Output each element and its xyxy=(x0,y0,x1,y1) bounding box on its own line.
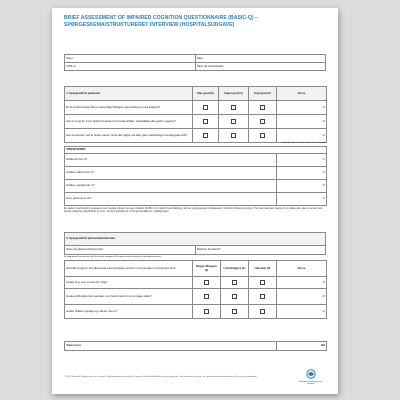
question-text: Er din hukommelse blevet væsentligt dårligere sammenlignet med tidligere? xyxy=(65,101,193,115)
question-row xyxy=(65,180,327,193)
col-header: Lidt dårligere (1) xyxy=(221,261,249,277)
answer-checkbox[interactable] xyxy=(203,119,208,124)
total-table xyxy=(64,341,327,351)
score-cell[interactable]: /2 xyxy=(277,289,327,305)
score-cell[interactable]: /2 xyxy=(277,305,327,319)
answer-checkbox[interactable] xyxy=(231,105,236,110)
score-cell[interactable]: /1 xyxy=(277,180,327,193)
question-row xyxy=(65,167,327,180)
section2-note: Et ubegrænset hvordan der skal flere andre spørgsmål til hvordan som blev opført på slutningen besvaret. xyxy=(64,256,162,258)
col-header: Ikke grad (0) xyxy=(193,87,219,101)
question-row xyxy=(65,115,327,129)
score-cell[interactable]: /1 xyxy=(277,193,327,206)
answer-checkbox[interactable] xyxy=(232,280,237,285)
col-header: Meget dårligere (2) xyxy=(193,261,221,277)
instructions-paragraph: En patient med kognitiv svækkelse kan mangle indsigt i sin egen tilstand. BASIC-Q er derfor mest pålidelig, når der også spørges til pårørende / informant blandt personer. Hvis man ikke kan spørge til en pårørende, kan en anden som kender patienten give BASIC-Q score. Findes vedhjælp af omsorgsinteraktioner i opfølgningen. xyxy=(64,207,323,214)
question-text: Hvilken ugedag har vi? xyxy=(65,180,277,193)
question-row xyxy=(65,277,327,289)
score-cell[interactable]: /1 xyxy=(277,167,327,180)
date-field[interactable]: Dato: xyxy=(195,55,326,63)
question-row xyxy=(65,129,327,143)
section2-intro: Hvordan fungerer din pårørende sammenlignet med for et par år siden med hensyn til at: xyxy=(65,261,193,277)
answer-checkbox[interactable] xyxy=(203,133,208,138)
employee-field[interactable]: Navn på medarbejder: xyxy=(195,63,326,71)
answer-checkbox[interactable] xyxy=(260,280,265,285)
question-text: Hvilket år har vi? xyxy=(65,154,277,167)
relation-field[interactable]: Relation til patient? xyxy=(195,246,326,255)
col-header: Højt grad (2) xyxy=(249,87,277,101)
answer-checkbox[interactable] xyxy=(203,105,208,110)
question-text: Huske hvilken ugedag og måned, det er? xyxy=(65,305,193,319)
total-score-cell[interactable]: /20 xyxy=(277,342,327,351)
answer-checkbox[interactable] xyxy=(260,309,265,314)
score-cell[interactable]: /2 xyxy=(277,277,327,289)
orientation-table xyxy=(64,146,327,206)
answer-checkbox[interactable] xyxy=(232,294,237,299)
question-text: Har du brug for mere hjælp fra andre til at huske aftaler, madindkøb eller andre opgaver? xyxy=(65,115,193,129)
question-text: Huske indholdet af en samtale, som fandt sted for et par dage siden? xyxy=(65,289,193,305)
answer-checkbox[interactable] xyxy=(260,294,265,299)
col-header: Ingen grad (1) xyxy=(219,87,249,101)
col-header: Score xyxy=(277,87,327,101)
section2-header-table xyxy=(64,232,326,255)
form-title: BRIEF ASSESSMENT OF IMPAIRED COGNITION QUESTIONNAIRE (BASIC-Q) – SPØRGESKEMA/STRUKTURERET INTERVIEW (HOSPITALSUDGAVE) xyxy=(64,15,258,28)
cpr-field[interactable]: CPR-nr: xyxy=(65,63,196,71)
question-row xyxy=(65,305,327,319)
answer-checkbox[interactable] xyxy=(260,119,265,124)
answer-checkbox[interactable] xyxy=(204,294,209,299)
score-cell[interactable]: /2 xyxy=(277,129,327,143)
form-page xyxy=(52,8,338,394)
section1-heading: 1. Spørgsmål til patienten xyxy=(65,87,193,101)
logo-mark-icon xyxy=(296,368,326,382)
question-text: Huske ting, som er sket for nylig? xyxy=(65,277,193,289)
question-row xyxy=(65,154,327,167)
answer-checkbox[interactable] xyxy=(232,309,237,314)
answer-checkbox[interactable] xyxy=(231,119,236,124)
question-text: Hvor gammel er du? xyxy=(65,193,277,206)
informant-name-field[interactable]: Navn på pårørende/informant: xyxy=(65,246,196,255)
answer-checkbox[interactable] xyxy=(260,105,265,110)
col-header: Uændret (0) xyxy=(249,261,277,277)
nvd-logo xyxy=(296,368,326,388)
score-cell[interactable]: /2 xyxy=(277,115,327,129)
header-fields-table xyxy=(64,54,326,71)
footer-text: © 2019 Nationalt Videnscenter for Demens, Rigshospitalet og udviklet af Jørgen Kirkholm Ms-Nielsen kan frit kopieres i ikke-kommercielt brug. Se www.videnscenterfordemens.dk for mere information. xyxy=(64,376,258,378)
col-header: Score xyxy=(277,261,327,277)
section2-heading: 2. Spørgsmål til pårørende/informant xyxy=(65,233,326,246)
orientation-note: (Korrekt svar = 1 point, forkert svar = 0 point) xyxy=(282,142,326,144)
question-row xyxy=(65,193,327,206)
score-cell[interactable]: /1 xyxy=(277,154,327,167)
answer-checkbox[interactable] xyxy=(204,280,209,285)
question-text: Hvilken måned har vi? xyxy=(65,167,277,180)
answer-checkbox[interactable] xyxy=(231,133,236,138)
answer-checkbox[interactable] xyxy=(260,133,265,138)
total-label: Total score xyxy=(65,342,277,351)
question-row xyxy=(65,101,327,115)
logo-text: Nationalt Videnscenter for Demens xyxy=(299,381,323,386)
orientation-heading: ORIENTERING xyxy=(65,147,327,154)
score-cell[interactable]: /2 xyxy=(277,101,327,115)
name-field[interactable]: Navn: xyxy=(65,55,196,63)
section2-table xyxy=(64,260,327,319)
question-text: Har du besvær ved at huske navne, finde det rigtige ord eller gøre sædvanlige hverdagsgøremål? xyxy=(65,129,193,143)
answer-checkbox[interactable] xyxy=(204,309,209,314)
section1-table xyxy=(64,86,327,143)
question-row xyxy=(65,289,327,305)
